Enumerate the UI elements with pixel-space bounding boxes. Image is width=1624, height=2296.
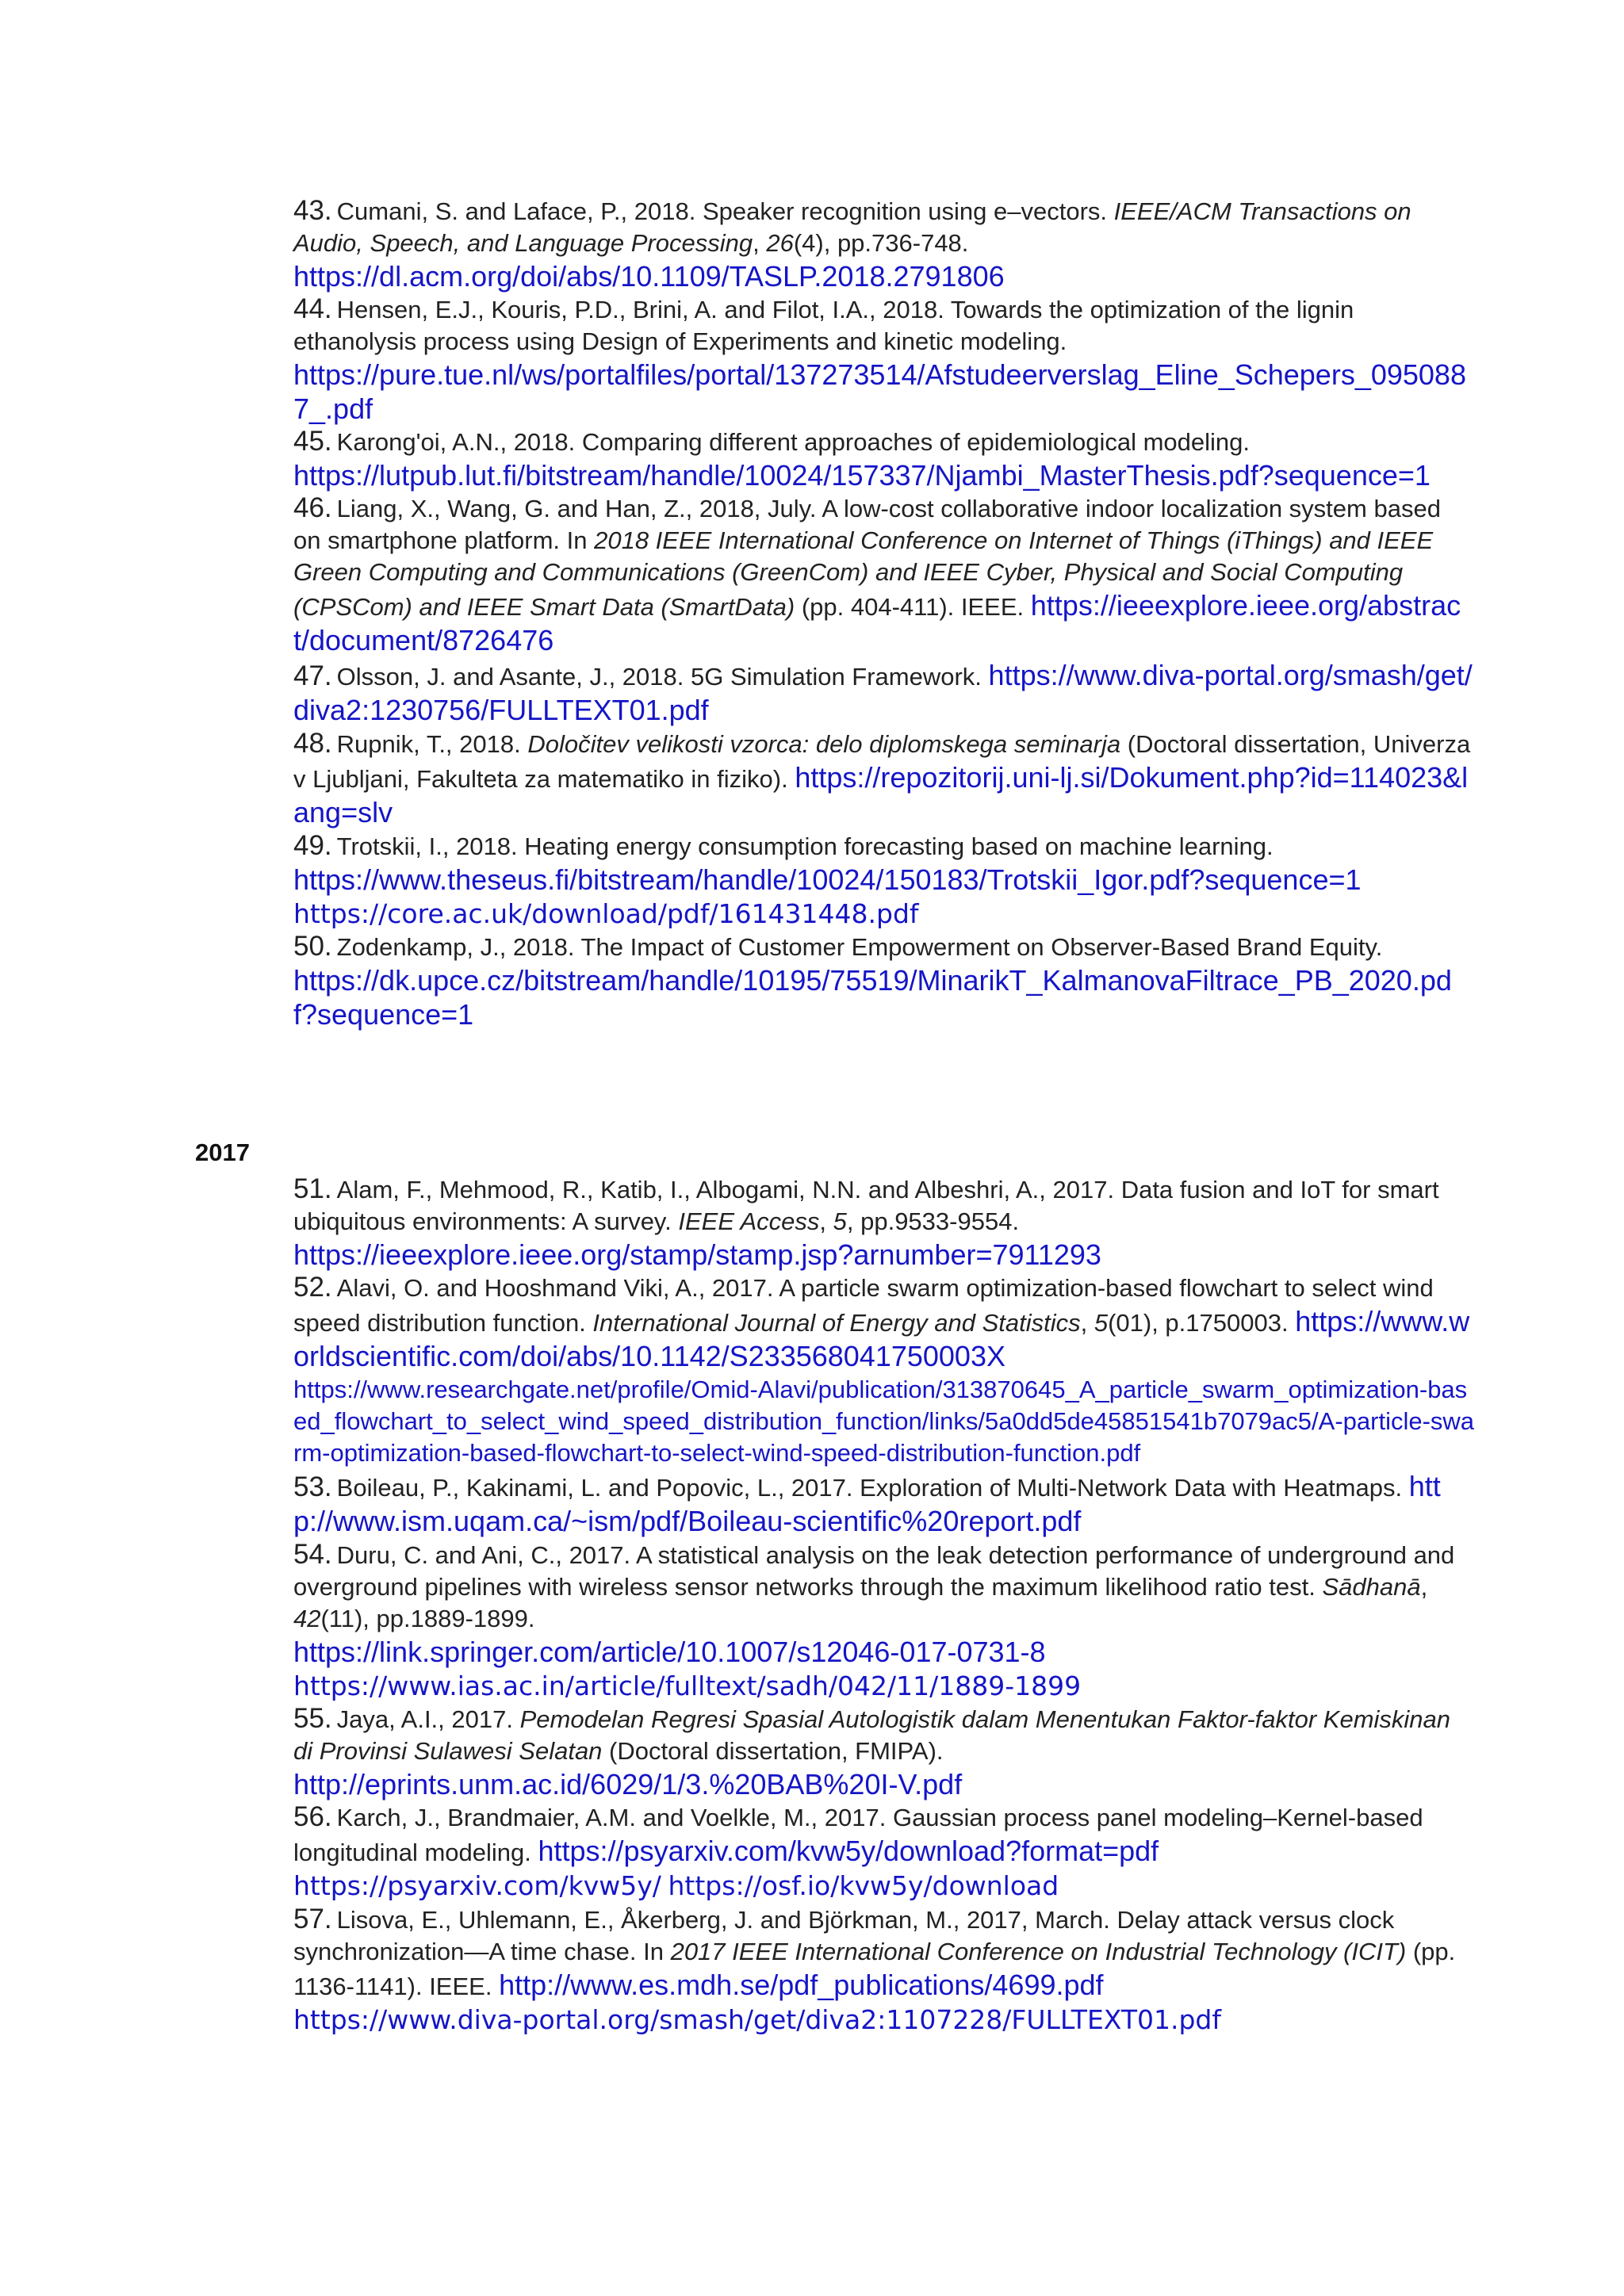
reference-link-alt[interactable]: https://www.diva-portal.org/smash/get/diva2:1107228/FULLTEXT01.pdf (293, 2004, 1221, 2035)
reference-number: 47. (293, 660, 332, 691)
reference-text: Karong'oi, A.N., 2018. Comparing different approaches of epidemiological modeling. (336, 428, 1250, 456)
separator: , (753, 229, 767, 257)
pages: (11), pp.1889-1899. (320, 1605, 535, 1632)
separator: , (819, 1207, 833, 1235)
reference-link[interactable]: https://www.diva-portal.org/smash/get/diva2:1230756/FULLTEXT01.pdf (293, 659, 1473, 726)
separator: , (1080, 1309, 1094, 1337)
conference-title: 2017 IEEE International Conference on Industrial Technology (ICIT) (670, 1938, 1407, 1965)
pages: (01), p.1750003. (1108, 1309, 1296, 1337)
reference-text: Jaya, A.I., 2017. (336, 1705, 520, 1733)
reference-text: Rupnik, T., 2018. (336, 730, 528, 758)
reference-57 (293, 1904, 1475, 2037)
reference-details: (Doctoral dissertation, FMIPA). (602, 1737, 944, 1765)
reference-link[interactable]: https://ieeexplore.ieee.org/abstract/document/8726476 (293, 589, 1461, 656)
reference-50 (293, 931, 1475, 1031)
reference-number: 57. (293, 1904, 332, 1934)
reference-54 (293, 1539, 1475, 1703)
reference-48 (293, 728, 1475, 830)
thesis-title: Določitev velikosti vzorca: delo diplomskega seminarja (527, 730, 1121, 758)
reference-number: 43. (293, 195, 332, 226)
journal-title: IEEE/ACM Transactions on Audio, Speech, and Language Processing (293, 197, 1411, 257)
reference-number: 45. (293, 426, 332, 457)
reference-number: 49. (293, 830, 332, 861)
reference-link[interactable]: https://link.springer.com/article/10.1007/s12046-017-0731-8 (293, 1636, 1046, 1668)
reference-43 (293, 195, 1475, 293)
pages: , pp.9533-9554. (846, 1207, 1020, 1235)
reference-link-alt[interactable]: https://www.ias.ac.in/article/fulltext/sadh/042/11/1889-1899 (293, 1670, 1082, 1701)
reference-49 (293, 830, 1475, 931)
reference-text: Karch, J., Brandmaier, A.M. and Voelkle, M., 2017. Gaussian process panel modeling–Kernel-based longitudinal modeling. (293, 1804, 1423, 1866)
volume: 26 (766, 229, 794, 257)
reference-link[interactable]: https://dk.upce.cz/bitstream/handle/10195/75519/MinarikT_KalmanovaFiltrace_PB_2020.pdf?sequence=1 (293, 964, 1452, 1031)
reference-link-alt[interactable]: https://core.ac.uk/download/pdf/161431448.pdf (293, 898, 919, 929)
reference-link[interactable]: https://ieeexplore.ieee.org/stamp/stamp.jsp?arnumber=7911293 (293, 1238, 1101, 1271)
pages: (pp. 404-411). IEEE. (795, 593, 1031, 621)
conference-title: 2018 IEEE International Conference on Internet of Things (iThings) and IEEE Green Computing and Communications (GreenCom) and IEEE Cyber, Physical and Social Computing (CPSCom) and IEEE Smart Data (SmartData) (293, 526, 1434, 621)
reference-text: Lisova, E., Uhlemann, E., Åkerberg, J. and Björkman, M., 2017, March. Delay attack versus clock synchronization—A time chase. In (293, 1906, 1395, 1965)
reference-text: Alam, F., Mehmood, R., Katib, I., Albogami, N.N. and Albeshri, A., 2017. Data fusion and IoT for smart ubiquitous environments: A survey. (293, 1176, 1439, 1235)
reference-details: (Doctoral dissertation, Univerza v Ljubljani, Fakulteta za matematiko in fiziko). (293, 730, 1471, 793)
reference-link[interactable]: https://www.theseus.fi/bitstream/handle/10024/150183/Trotskii_Igor.pdf?sequence=1 (293, 863, 1362, 896)
reference-51 (293, 1173, 1475, 1272)
volume: 5 (1094, 1309, 1109, 1337)
references-2017 (293, 1173, 1475, 2037)
reference-number: 55. (293, 1703, 332, 1734)
pages: (4), pp.736-748. (793, 229, 969, 257)
reference-text: Liang, X., Wang, G. and Han, Z., 2018, July. A low-cost collaborative indoor localization system based on smartphone platform. In (293, 495, 1441, 554)
reference-text: Hensen, E.J., Kouris, P.D., Brini, A. and Filot, I.A., 2018. Towards the optimization of the lignin ethanolysis process using Design of Experiments and kinetic modeling. (293, 296, 1354, 355)
reference-46 (293, 492, 1475, 658)
reference-56 (293, 1801, 1475, 1904)
reference-link[interactable]: https://psyarxiv.com/kvw5y/download?format=pdf (538, 1835, 1159, 1867)
reference-link[interactable]: https://lutpub.lut.fi/bitstream/handle/10024/157337/Njambi_MasterThesis.pdf?sequence=1 (293, 459, 1431, 492)
reference-text: Cumani, S. and Laface, P., 2018. Speaker recognition using e–vectors. (336, 197, 1114, 225)
journal-title: IEEE Access (678, 1207, 820, 1235)
reference-link-download[interactable]: https://osf.io/kvw5y/download (668, 1870, 1059, 1901)
reference-text: Zodenkamp, J., 2018. The Impact of Customer Empowerment on Observer-Based Brand Equity. (336, 933, 1383, 961)
reference-link[interactable]: https://pure.tue.nl/ws/portalfiles/portal/137273514/Afstudeerverslag_Eline_Schepers_0950887_.pdf (293, 358, 1466, 425)
reference-link[interactable]: http://eprints.unm.ac.id/6029/1/3.%20BAB%20I-V.pdf (293, 1768, 963, 1800)
reference-text: Alavi, O. and Hooshmand Viki, A., 2017. A particle swarm optimization-based flowchart to select wind speed distribution function. (293, 1274, 1434, 1337)
reference-link[interactable]: http://www.es.mdh.se/pdf_publications/4699.pdf (499, 1969, 1104, 2001)
reference-link[interactable]: https://dl.acm.org/doi/abs/10.1109/TASLP.2018.2791806 (293, 260, 1005, 293)
journal-title: Sādhanā (1322, 1573, 1421, 1601)
reference-55 (293, 1703, 1475, 1801)
reference-44 (293, 293, 1475, 426)
reference-number: 44. (293, 293, 332, 324)
pages: (pp. 1136-1141). IEEE. (293, 1938, 1456, 2000)
reference-text: Trotskii, I., 2018. Heating energy consumption forecasting based on machine learning. (336, 832, 1274, 860)
references-2018 (293, 195, 1475, 1031)
reference-number: 52. (293, 1272, 332, 1303)
reference-text: Boileau, P., Kakinami, L. and Popovic, L., 2017. Exploration of Multi-Network Data with Heatmaps. (336, 1474, 1409, 1502)
reference-link-alt[interactable]: https://psyarxiv.com/kvw5y/ (293, 1870, 661, 1901)
reference-45 (293, 426, 1475, 492)
journal-title: International Journal of Energy and Statistics (592, 1309, 1081, 1337)
volume: 5 (833, 1207, 847, 1235)
reference-number: 48. (293, 728, 332, 759)
reference-links-alt (293, 1869, 1475, 1904)
reference-link[interactable]: https://www.worldscientific.com/doi/abs/10.1142/S233568041750003X (293, 1305, 1470, 1372)
reference-number: 54. (293, 1539, 332, 1570)
reference-number: 51. (293, 1173, 332, 1204)
separator: , (1420, 1573, 1428, 1601)
reference-link[interactable]: https://repozitorij.uni-lj.si/Dokument.php?id=114023&lang=slv (293, 761, 1469, 828)
reference-link-alt[interactable]: https://www.researchgate.net/profile/Omid-Alavi/publication/313870645_A_particle_swarm_optimization-based_flowchart_to_select_wind_speed_distribution_function/links/5a0dd5de45851541b7079ac5/A-particle-swarm-optimization-based-flowchart-to-select-wind-speed-distribution-function.pdf (293, 1376, 1475, 1467)
volume: 42 (293, 1605, 321, 1632)
reference-text: Duru, C. and Ani, C., 2017. A statistical analysis on the leak detection performance of underground and overground pipelines with wireless sensor networks through the maximum likelihood ratio test. (293, 1541, 1455, 1601)
reference-number: 46. (293, 492, 332, 523)
reference-number: 53. (293, 1471, 332, 1502)
reference-number: 56. (293, 1801, 332, 1832)
reference-53 (293, 1469, 1475, 1539)
reference-52 (293, 1272, 1475, 1469)
reference-47 (293, 658, 1475, 728)
reference-number: 50. (293, 931, 332, 962)
reference-link[interactable]: http://www.ism.uqam.ca/~ism/pdf/Boileau-scientific%20report.pdf (293, 1470, 1441, 1537)
reference-text: Olsson, J. and Asante, J., 2018. 5G Simulation Framework. (336, 663, 989, 691)
year-heading: 2017 (195, 1138, 250, 1166)
thesis-title: Pemodelan Regresi Spasial Autologistik dalam Menentukan Faktor-faktor Kemiskinan di Provinsi Sulawesi Selatan (293, 1705, 1451, 1765)
